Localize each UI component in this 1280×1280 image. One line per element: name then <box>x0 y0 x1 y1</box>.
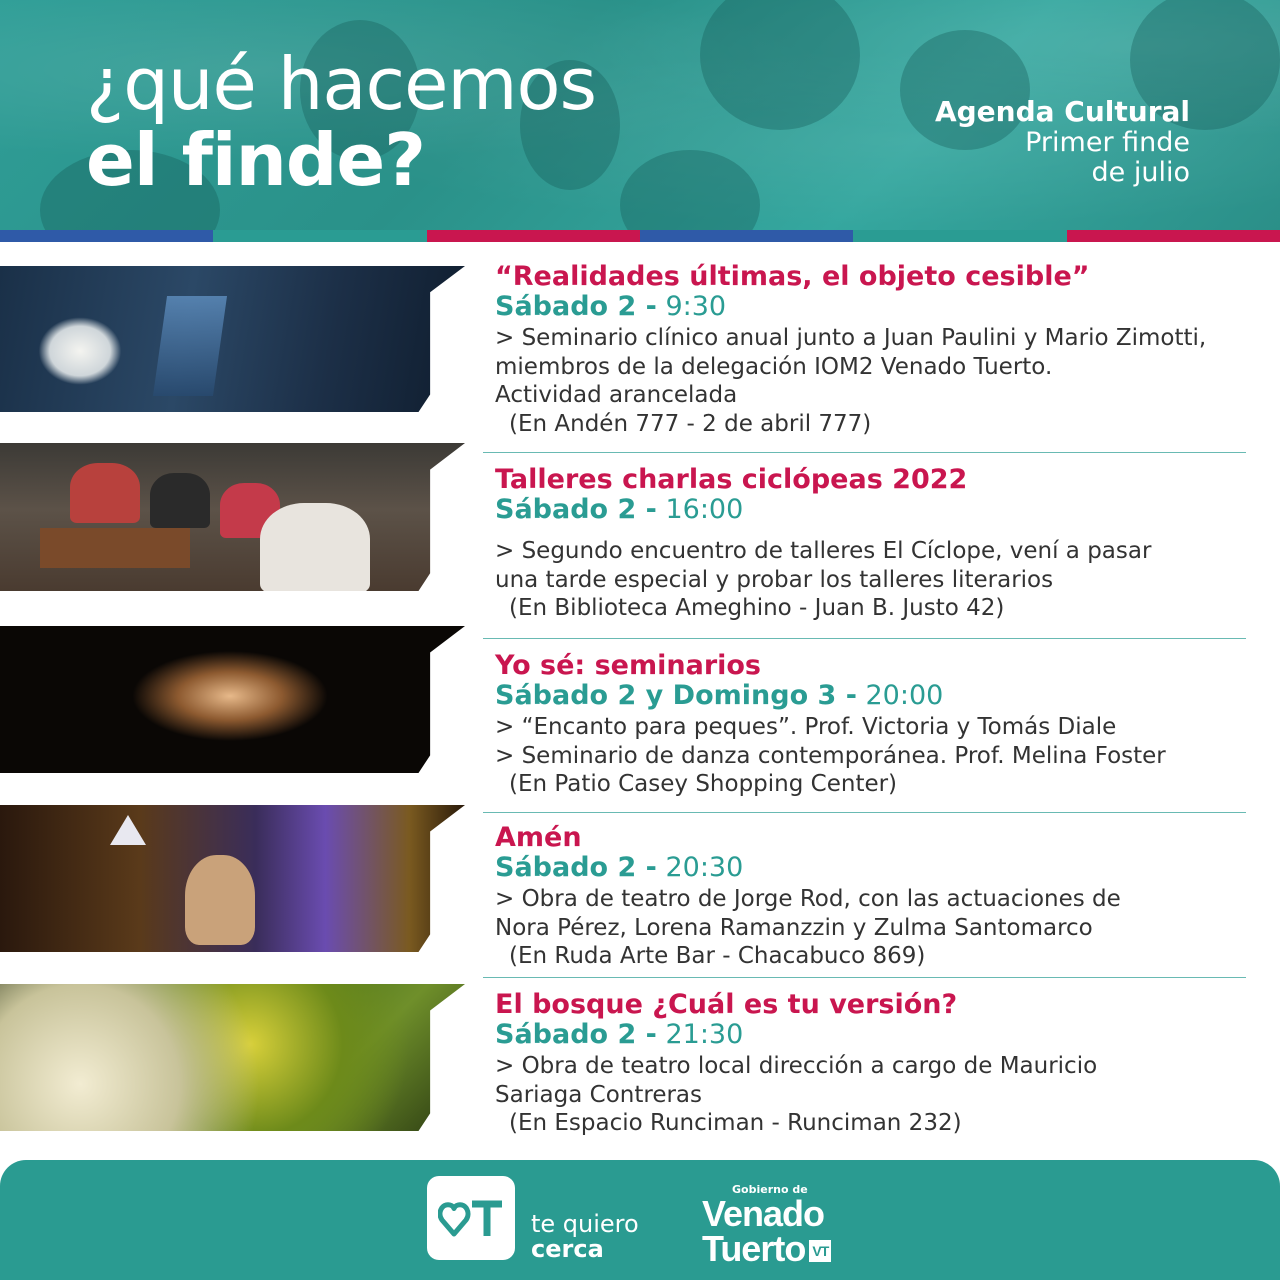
event-photo-seminar <box>0 266 465 412</box>
event-divider <box>483 452 1246 453</box>
strip-segment <box>427 230 640 242</box>
tagline-line-1: te quiero <box>531 1210 639 1238</box>
government-label: Gobierno de <box>732 1183 808 1196</box>
event-item <box>495 990 1275 1138</box>
heart-t-icon <box>438 1196 504 1240</box>
event-location: (En Patio Casey Shopping Center) <box>509 771 898 797</box>
event-item <box>495 262 1275 438</box>
event-photo-theatre <box>0 805 465 952</box>
event-divider <box>483 812 1246 813</box>
event-item <box>495 465 1275 623</box>
strip-segment <box>640 230 853 242</box>
event-description: > “Encanto para peques”. Prof. Victoria y Tomás Diale > Seminario de danza contemporánea. Prof. Melina Foster <box>495 714 1166 769</box>
event-title: Amén <box>495 822 582 853</box>
agenda-subtitle-1: Primer finde <box>1025 127 1190 158</box>
event-divider <box>483 638 1246 639</box>
event-item <box>495 651 1275 799</box>
agenda-title: Agenda Cultural <box>934 95 1190 128</box>
event-location: (En Andén 777 - 2 de abril 777) <box>509 410 872 437</box>
event-description: > Obra de teatro local dirección a cargo de Mauricio Sariaga Contreras <box>495 1053 1098 1108</box>
tagline-line-2: cerca <box>531 1235 604 1263</box>
vt-badge-icon: VT <box>809 1240 831 1262</box>
color-strip <box>0 230 1280 242</box>
footer <box>0 1160 1280 1280</box>
vt-logo <box>427 1176 515 1260</box>
agenda-block <box>935 96 1190 188</box>
strip-segment <box>1067 230 1280 242</box>
event-title: “Realidades últimas, el objeto cesible” <box>495 261 1090 292</box>
strip-segment <box>0 230 213 242</box>
event-description: > Segundo encuentro de talleres El Cíclope, vení a pasar una tarde especial y probar los talleres literarios <box>495 538 1152 593</box>
headline-line-1: ¿qué hacemos <box>86 42 597 126</box>
event-divider <box>483 977 1246 978</box>
event-location: (En Espacio Runciman - Runciman 232) <box>509 1110 962 1136</box>
city-name-line-2: Tuerto VT <box>702 1231 831 1266</box>
event-item <box>495 823 1275 971</box>
event-date: Sábado 2 - 16:00 <box>495 494 744 525</box>
event-date: Sábado 2 y Domingo 3 - 20:00 <box>495 680 944 711</box>
event-title: Yo sé: seminarios <box>495 650 762 681</box>
event-photo-forest <box>0 984 465 1131</box>
event-description: > Seminario clínico anual junto a Juan Paulini y Mario Zimotti, miembros de la delegación IOM2 Venado Tuerto. Actividad arancelada <box>495 325 1207 408</box>
strip-segment <box>213 230 426 242</box>
header-banner <box>0 0 1280 232</box>
headline-line-2: el finde? <box>86 118 425 202</box>
event-date: Sábado 2 - 9:30 <box>495 291 727 322</box>
event-title: El bosque ¿Cuál es tu versión? <box>495 989 958 1020</box>
government-logo <box>702 1183 831 1269</box>
event-photo-dance <box>0 626 465 773</box>
tagline <box>531 1212 639 1262</box>
agenda-subtitle-2: de julio <box>1091 157 1190 188</box>
strip-segment <box>853 230 1066 242</box>
event-title: Talleres charlas ciclópeas 2022 <box>495 464 968 495</box>
event-description: > Obra de teatro de Jorge Rod, con las actuaciones de Nora Pérez, Lorena Ramanzzin y Zulma Santomarco <box>495 886 1121 941</box>
event-location: (En Ruda Arte Bar - Chacabuco 869) <box>509 943 926 969</box>
event-location: (En Biblioteca Ameghino - Juan B. Justo 42) <box>509 595 1005 621</box>
event-date: Sábado 2 - 21:30 <box>495 1019 744 1050</box>
event-photo-workshop <box>0 443 465 591</box>
event-date: Sábado 2 - 20:30 <box>495 852 744 883</box>
city-name-line-1: Venado <box>702 1193 825 1234</box>
